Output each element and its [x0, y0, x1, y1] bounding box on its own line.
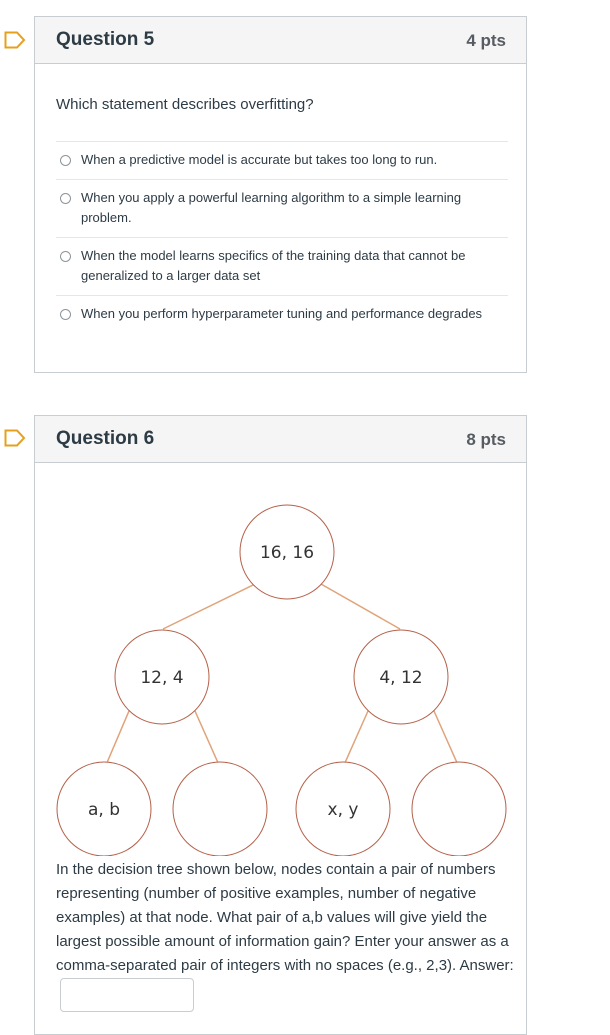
answer-label[interactable]: When the model learns specifics of the training data that cannot be generalized to a larger data set	[81, 248, 466, 283]
question-points: 8 pts	[466, 430, 506, 449]
answer-list	[56, 141, 508, 353]
question-points: 4 pts	[466, 31, 506, 50]
question-6-card	[34, 415, 527, 1035]
question-5-card	[34, 16, 527, 373]
radio-button[interactable]	[60, 251, 71, 262]
tree-edge	[344, 711, 368, 765]
answer-label[interactable]: When you apply a powerful learning algorithm to a simple learning problem.	[81, 190, 462, 225]
tree-edge	[321, 584, 400, 629]
radio-button[interactable]	[60, 193, 71, 204]
answer-label[interactable]: When you perform hyperparameter tuning and performance degrades	[81, 306, 483, 321]
question-title: Question 6	[56, 428, 155, 449]
answer-option[interactable]	[56, 237, 508, 295]
question-title: Question 5	[56, 29, 155, 50]
flag-icon[interactable]	[4, 31, 26, 49]
radio-button[interactable]	[60, 155, 71, 166]
tree-node-left-label: 12, 4	[140, 668, 184, 688]
answer-label[interactable]: When a predictive model is accurate but takes too long to run.	[81, 152, 438, 167]
flag-icon[interactable]	[4, 429, 26, 447]
tree-edge	[106, 711, 129, 765]
answer-option[interactable]	[56, 141, 508, 179]
question-header	[35, 17, 526, 64]
tree-node-right-left-label: x, y	[327, 800, 359, 820]
tree-node-left-right	[173, 762, 267, 856]
question-prompt-text: In the decision tree shown below, nodes contain a pair of numbers representing (number of positive examples, number of negative examples) at that node. What pair of a,b values will give yield the largest possible amount of information gain? Enter your answer as a comma-separated pair of integers with no spaces (e.g., 2,3). Answer:	[56, 861, 514, 974]
tree-edge	[163, 584, 255, 629]
tree-node-right-right	[412, 762, 506, 856]
answer-option[interactable]	[56, 179, 508, 237]
tree-edge	[195, 711, 219, 765]
radio-button[interactable]	[60, 309, 71, 320]
question-text: Which statement describes overfitting?	[56, 96, 314, 113]
tree-node-left-left-label: a, b	[87, 800, 121, 820]
answer-option[interactable]	[56, 295, 508, 353]
answer-input[interactable]	[60, 978, 194, 1012]
decision-tree-diagram	[35, 416, 526, 856]
question-prompt	[56, 858, 516, 1012]
tree-edge	[434, 711, 458, 765]
tree-node-right-label: 4, 12	[379, 668, 423, 688]
tree-node-root-label: 16, 16	[259, 543, 315, 563]
